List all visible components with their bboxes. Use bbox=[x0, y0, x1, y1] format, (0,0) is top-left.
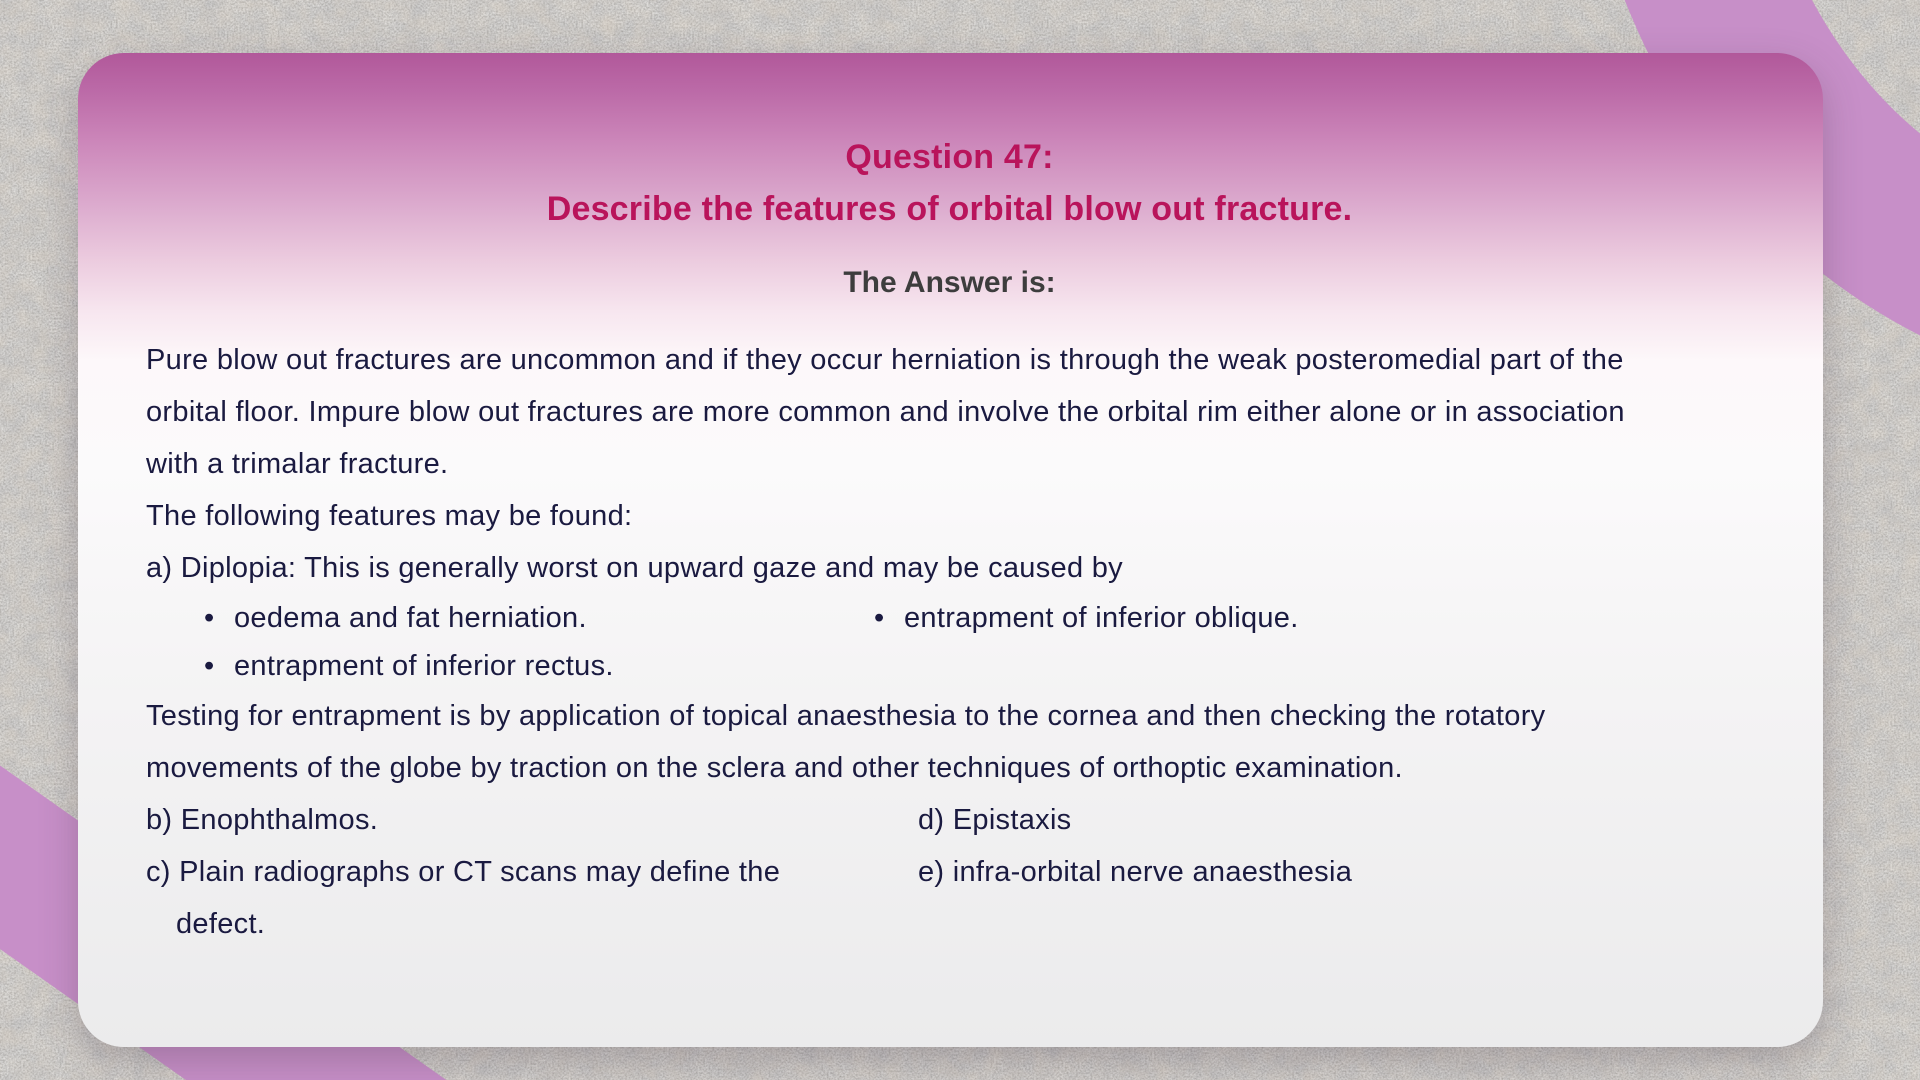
intro-paragraph: Pure blow out fractures are uncommon and if they occur herniation is through the weak posteromedial part of the orbital floor. Impure blow out fractures are more common and involve the orbital rim either alone or in association with a trimalar fracture. bbox=[146, 344, 1625, 480]
features-left-column bbox=[146, 794, 866, 950]
features-right-column bbox=[918, 794, 1352, 898]
testing-paragraph: Testing for entrapment is by application of topical anaesthesia to the cornea and then checking the rotatory movements of the globe by traction on the sclera and other techniques of orthoptic examination. bbox=[146, 700, 1546, 784]
diplopia-causes-right-list bbox=[870, 594, 1299, 690]
item-e-nerve-anaesthesia: e) infra-orbital nerve anaesthesia bbox=[918, 856, 1353, 888]
item-a-diplopia: a) Diplopia: This is generally worst on upward gaze and may be caused by bbox=[146, 552, 1123, 584]
diplopia-causes-left-list bbox=[200, 594, 760, 690]
question-number-title: Question 47: bbox=[845, 138, 1054, 176]
item-c-radiographs: c) Plain radiographs or CT scans may define the defect. bbox=[146, 856, 781, 940]
list-item: • entrapment of inferior oblique. bbox=[870, 594, 1299, 642]
features-b-to-e bbox=[146, 794, 1753, 950]
answer-card bbox=[78, 53, 1823, 1047]
item-b-enophthalmos: b) Enophthalmos. bbox=[146, 804, 379, 836]
features-heading: The following features may be found: bbox=[146, 500, 633, 532]
list-item: • entrapment of inferior rectus. bbox=[200, 642, 760, 690]
item-d-epistaxis: d) Epistaxis bbox=[918, 804, 1072, 836]
question-text-title: Describe the features of orbital blow out fracture. bbox=[546, 190, 1353, 228]
list-item: • oedema and fat herniation. bbox=[200, 594, 760, 642]
diplopia-causes bbox=[146, 594, 1753, 690]
answer-body bbox=[146, 334, 1753, 950]
answer-label: The Answer is: bbox=[843, 266, 1056, 299]
